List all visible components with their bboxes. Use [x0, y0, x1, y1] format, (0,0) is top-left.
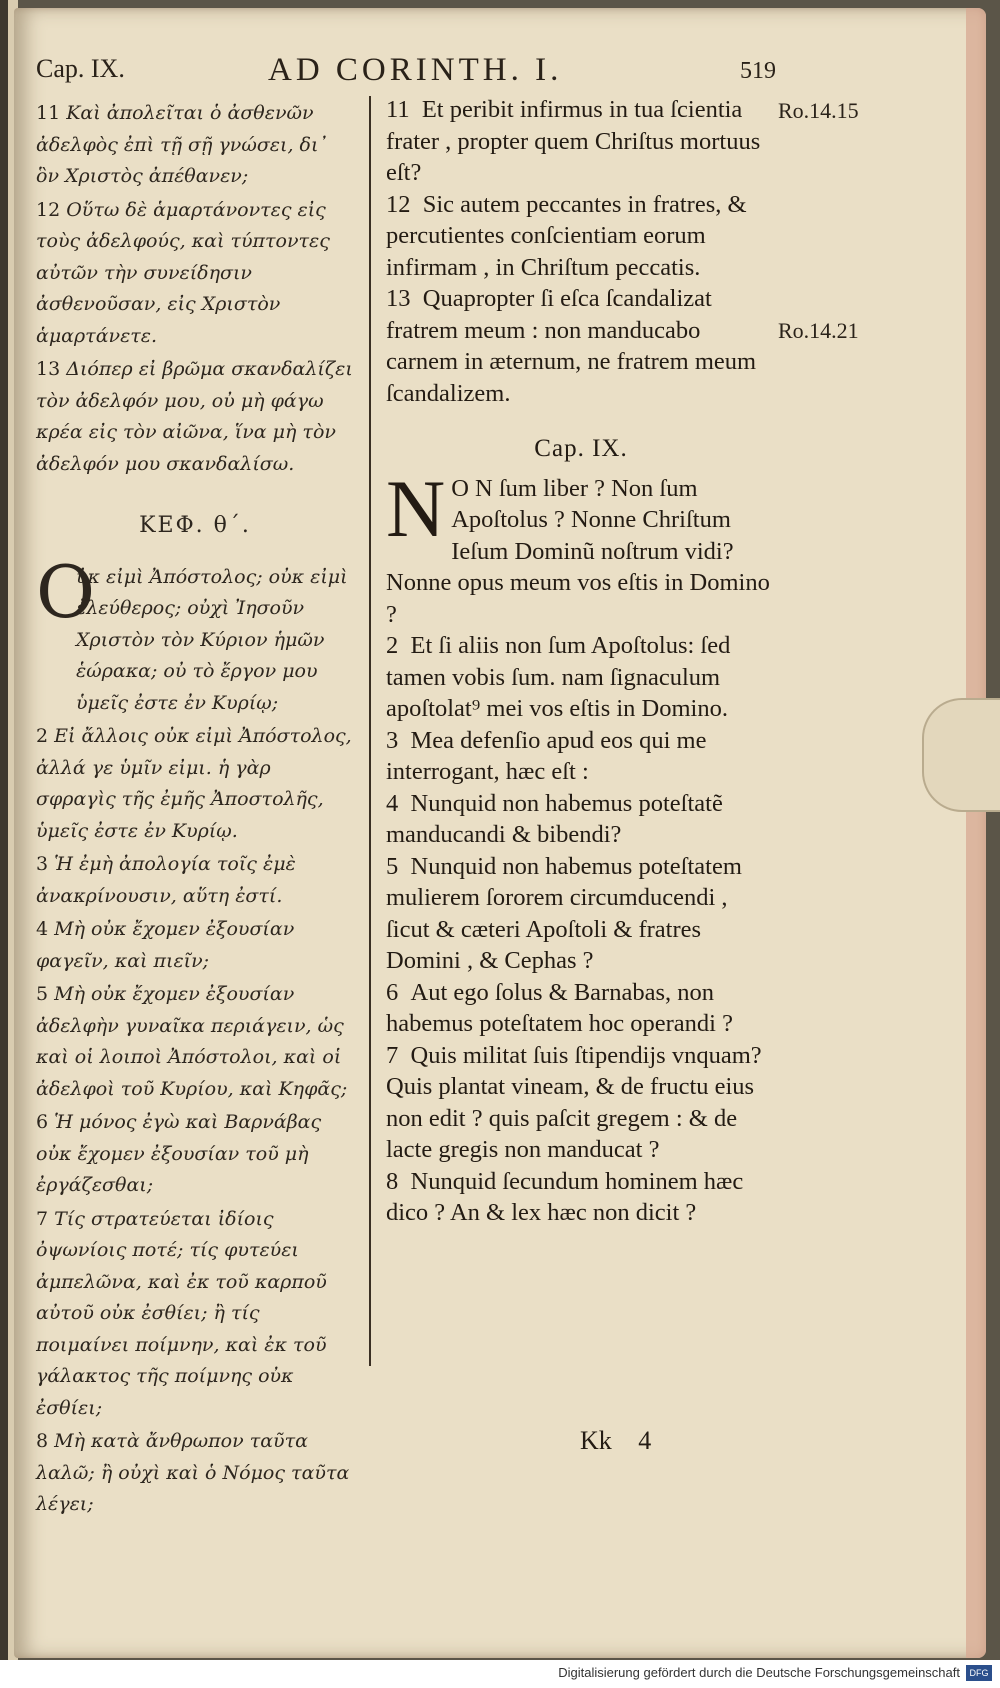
page-fore-edge — [966, 8, 986, 1658]
latin-verse-3 — [386, 725, 776, 788]
greek-verse-5 — [36, 979, 354, 1105]
verse-number: 12 — [36, 198, 61, 221]
greek-verse-1 — [36, 549, 354, 720]
column-divider — [369, 96, 371, 1366]
greek-verse-4 — [36, 914, 354, 977]
greek-verse-13 — [36, 354, 354, 480]
verse-text: Aut ego ſolus & Barnabas, non habemus poteſtatem hoc operandi ? — [386, 978, 733, 1037]
greek-chapter-heading: ΚΕΦ. θ΄. — [139, 513, 251, 538]
greek-column — [36, 98, 354, 1523]
greek-verse-8 — [36, 1426, 354, 1521]
verse-number: 5 — [36, 983, 49, 1005]
margin-reference: Ro.14.15 — [778, 98, 859, 123]
verse-text: Μὴ οὐκ ἔχομεν ἐξουσίαν φαγεῖν, καὶ πιεῖν; — [36, 918, 295, 972]
latin-column — [386, 94, 776, 1229]
latin-chapter-heading: Cap. IX. — [534, 435, 628, 462]
greek-verse-2 — [36, 721, 354, 847]
verse-text: Τίς στρατεύεται ἰδίοις ὀψωνίοις ποτέ; τίς φυτεύει ἀμπελῶνα, καὶ ἐκ τοῦ καρποῦ αὐτοῦ οὐκ ἐσθίει; ἢ τίς ποιμαίνει ποίμνην, καὶ ἐκ τοῦ γάλακτος τῆς ποίμνης οὐκ ἐσθίει; — [36, 1207, 327, 1419]
page-clip-mark — [922, 698, 1000, 812]
verse-text: Quapropter ſi eſca ſcandalizat fratrem meum : non manducabo carnem in æternum, ne fratrem meum ſcandalizem. — [386, 285, 757, 407]
verse-text: Mea defenſio apud eos qui me interrogant, hæc eſt : — [386, 726, 707, 785]
verse-text: Sic autem peccantes in fratres, & percutientes conſcientiam eorum infirmam , in Chriſtum peccatis. — [386, 190, 747, 281]
latin-verse-12 — [386, 189, 776, 284]
verse-text: Nunquid non habemus poteſtatem mulierem ſororem circumducendi , ſicut & cæteri Apoſtoli & fratres Domini , & Cephas ? — [386, 852, 742, 974]
verse-text: ὐκ εἰμὶ Ἀπόστολος; οὐκ εἰμὶ ἐλεύθερος; οὐχὶ Ἰησοῦν Χριστὸν τὸν Κύριον ἡμῶν ἑώρακα; οὐ τὸ ἔργον μου ὑμεῖς ἐστε ἐν Κυρίῳ; — [76, 565, 348, 714]
verse-number: 6 — [386, 978, 399, 1006]
latin-verse-1 — [386, 462, 776, 631]
verse-number: 7 — [36, 1207, 49, 1230]
latin-verse-2 — [386, 630, 776, 725]
verse-text: O N ſum liber ? Non ſum Apoſtolus ? Nonne Chriſtum Ieſum Dominũ noſtrum vidi? Nonne opus meum vos eſtis in Domino ? — [386, 474, 770, 628]
greek-verse-6 — [36, 1107, 354, 1202]
greek-initial: O — [36, 549, 96, 634]
verse-text: Ἡ μόνος ἐγὼ καὶ Βαρνάβας οὐκ ἔχομεν ἐξουσίαν τοῦ μὴ ἐργάζεσθαι; — [36, 1111, 322, 1196]
header-title: AD CORINTH. I. — [268, 52, 563, 88]
page-number: 519 — [740, 58, 776, 84]
verse-number: 8 — [36, 1430, 49, 1452]
verse-number: 11 — [386, 96, 410, 123]
verse-text: Οὕτω δὲ ἁμαρτάνοντες εἰς τοὺς ἀδελφούς, καὶ τύπτοντες αὐτῶν τὴν συνείδησιν ἀσθενοῦσαν, εἰς Χριστὸν ἁμαρτάνετε. — [36, 198, 330, 347]
verse-text: Καὶ ἀπολεῖται ὁ ἀσθενῶν ἀδελφὸς ἐπὶ τῇ σῇ γνώσει, δι᾽ ὃν Χριστὸς ἀπέθανεν; — [36, 102, 328, 187]
verse-number: 4 — [36, 918, 49, 940]
verse-number: 4 — [386, 789, 399, 817]
verse-text: Nunquid ſecundum hominem hæc dico ? An & lex hæc non dicit ? — [386, 1167, 744, 1226]
verse-text: Quis militat ſuis ſtipendijs vnquam? Quis plantat vineam, & de fructu eius non edit ? quis paſcit gregem : & de lacte gregis non manducat ? — [386, 1041, 762, 1163]
verse-text: Et peribit infirmus in tua ſcientia frater , propter quem Chriſtus mortuus eſt? — [386, 96, 761, 186]
latin-verse-13 — [386, 283, 776, 409]
greek-verse-11 — [36, 98, 354, 193]
latin-verse-8 — [386, 1166, 776, 1229]
digitization-footer — [0, 1660, 1000, 1688]
latin-verse-5 — [386, 851, 776, 977]
verse-number: 12 — [386, 190, 411, 218]
header-chapter: Cap. IX. — [36, 54, 125, 83]
verse-number: 13 — [36, 358, 61, 380]
greek-verse-7 — [36, 1204, 354, 1425]
verse-text: Et ſi aliis non ſum Apoſtolus: ſed tamen vobis ſum. nam ſignaculum apoſtolat⁹ mei vos eſtis in Domino. — [386, 632, 731, 722]
latin-verse-4 — [386, 788, 776, 851]
greek-verse-3 — [36, 849, 354, 912]
verse-number: 3 — [36, 853, 49, 875]
verse-text: Μὴ κατὰ ἄνθρωπον ταῦτα λαλῶ; ἢ οὐχὶ καὶ ὁ Νόμος ταῦτα λέγει; — [36, 1430, 350, 1515]
verse-number: 5 — [386, 852, 399, 880]
dfg-logo-icon: DFG — [966, 1665, 992, 1681]
verse-text: Διόπερ εἰ βρῶμα σκανδαλίζει τὸν ἀδελφόν μου, οὐ μὴ φάγω κρέα εἰς τὸν αἰῶνα, ἵνα μὴ τὸν ἀδελφόν μου σκανδαλίσω. — [36, 358, 353, 475]
verse-text: Μὴ οὐκ ἔχομεν ἐξουσίαν ἀδελφὴν γυναῖκα περιάγειν, ὡς καὶ οἱ λοιποὶ Ἀπόστολοι, καὶ οἱ ἀδελφοὶ τοῦ Κυρίου, καὶ Κηφᾶς; — [36, 983, 348, 1100]
verse-number: 8 — [386, 1167, 399, 1195]
footer-credit: Digitalisierung gefördert durch die Deutsche Forschungsgemeinschaft — [558, 1665, 960, 1680]
verse-text: Nunquid non habemus poteſtatẽ manducandi & bibendi? — [386, 789, 723, 848]
verse-number: 3 — [386, 726, 399, 754]
greek-verse-12 — [36, 195, 354, 353]
verse-number: 7 — [386, 1041, 399, 1069]
verse-number: 6 — [36, 1111, 49, 1133]
latin-initial: N — [386, 462, 446, 554]
verse-number: 13 — [386, 285, 411, 312]
verse-number: 2 — [36, 725, 49, 747]
signature-mark: Kk 4 — [580, 1426, 652, 1455]
latin-verse-7 — [386, 1040, 776, 1166]
verse-number: 2 — [386, 632, 399, 659]
margin-reference: Ro.14.21 — [778, 318, 859, 343]
latin-verse-6 — [386, 977, 776, 1040]
verse-text: Ἡ ἐμὴ ἀπολογία τοῖς ἐμὲ ἀνακρίνουσιν, αὕτη ἐστί. — [36, 853, 296, 907]
running-header — [36, 54, 776, 94]
verse-text: Εἰ ἄλλοις οὐκ εἰμὶ Ἀπόστολος, ἀλλά γε ὑμῖν εἰμι. ἡ γὰρ σφραγὶς τῆς ἐμῆς Ἀποστολῆς, ὑμεῖς ἐστε ἐν Κυρίῳ. — [36, 725, 352, 842]
latin-verse-11 — [386, 94, 776, 189]
verse-number: 11 — [36, 102, 61, 124]
